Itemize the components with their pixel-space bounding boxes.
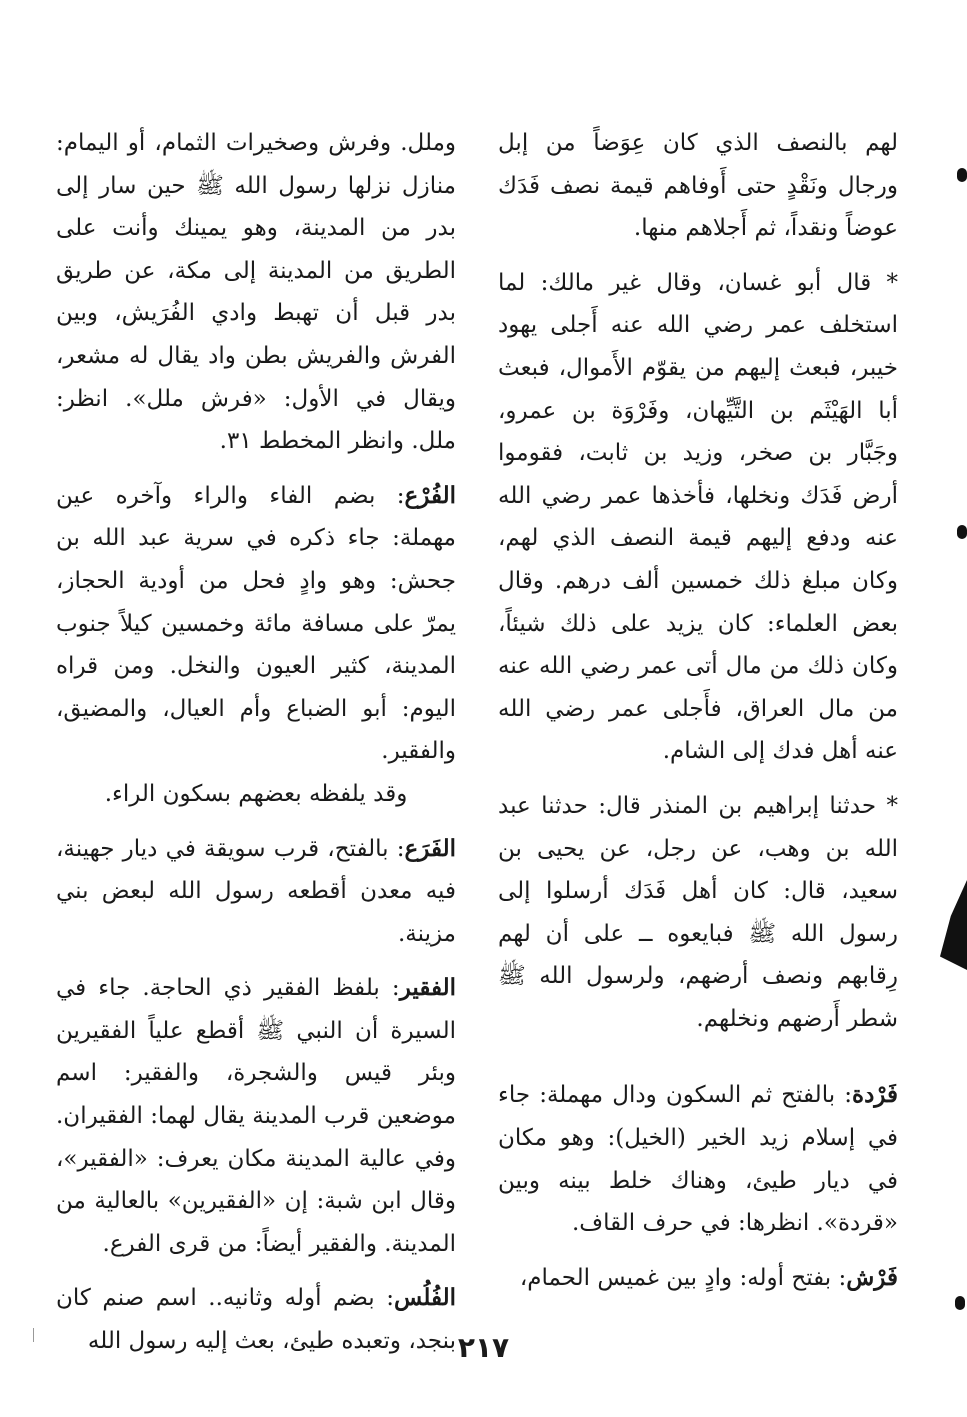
paragraph: * قال أبو غسان، وقال غير مالك: لما استخلف عمر رضي الله عنه أَجلى يهود خيبر، فبعث إليهم من يقوّم الأَموال، فبعث أبا الهَيْثَم بن التَّيِّهان، وفَرْوَة بن عمرو، وجَبَّار بن صخر، وزيد بن ثابت، فقوموا أرض فَدَك ونخلها، فأخذها عمر رضي الله عنه ودفع إليهم قيمة النصف الذي لهم، وكان مبلغ ذلك خمسين ألف درهم. وقال بعض العلماء: كان يزيد على ذلك شيئاً، وكان ذلك من مال أتى عمر رضي الله عنه من مال العراق، فأَجلى عمر رضي الله عنه أهل فدك إلى الشام.: [498, 269, 898, 765]
entry-alfaqir: الفقير: بلفظ الفقير ذي الحاجة. جاء في السيرة أن النبي ﷺ أقطع علياً الفقيرين وبئر قيس والشجرة، والفقير: اسم موضعين قرب المدينة يقال لهما: الفقيران. وفي عالية المدينة مكان يعرف: «الفقير»، وقال ابن شبة: إن «الفقيرين» بالعالية من المدينة. والفقير أيضاً: من قرى الفرع.: [56, 974, 456, 1257]
margin-mark: [957, 168, 967, 182]
entry-fardah: فَرْدة: بالفتح ثم السكون ودال مهملة: جاء في إسلام زيد الخير (الخيل): وهو مكان في ديار طيئ، وهناك خلط بينه وبين «قردة». انظرها: في حرف القاف.: [498, 1081, 898, 1237]
margin-mark: [940, 880, 967, 970]
paragraph: وملل. وفرش وصخيرات الثمام، أو اليمام: منازل نزلها رسول الله ﷺ حين سار إلى بدر من المدينة، وهو يمينك وأنت على الطريق من المدينة إلى مكة، عن طريق بدر قبل أن تهبط وادي الفُرَيش، وبين الفرش والفريش بطن واد يقال له مشعر، ويقال في الأول: «فرش ملل». انظر: ملل. وانظر المخطط ٣١.: [56, 130, 456, 455]
entry-term: فَرْش: [846, 1263, 898, 1291]
paragraph: لهم بالنصف الذي كان عِوَضاً من إبل ورجال ونَقْدٍ حتى أَوفاهم قيمة نصف فَدَك عوضاً ونقداً، ثم أَجلاهم منها.: [498, 130, 898, 242]
margin-mark: [957, 525, 967, 539]
entry-farsh: فَرْش: بفتح أوله: وادٍ بين غميس الحمام،: [519, 1263, 898, 1291]
note-line: وقد يلفظه بعضهم بسكون الراء.: [104, 780, 408, 807]
margin-mark: [955, 1296, 965, 1310]
entry-alfur: الفُرْع: بضم الفاء والراء وآخره عين مهملة: جاء ذكره في سرية عبد الله بن جحش: وهو وادٍ فحل من أودية الحجاز، يمرّ على مسافة مائة وخمسين كيلاً جنوب المدينة، كثير العيون والنخل. ومن قراه اليوم: أبو الضباع وأم العيال، والمضيق، والفقير.: [56, 481, 456, 765]
entry-term: فَرْدة: [852, 1081, 898, 1109]
entry-alfuls: الفُلُس: بضم أوله وثانيه.. اسم صنم كان بنجد، وتعبده طيئ، بعث إليه رسول الله: [56, 1284, 456, 1355]
margin-tick: [33, 1328, 34, 1342]
entry-term: الفُرْع: [404, 481, 456, 509]
right-column: [498, 122, 898, 1299]
entry-alfara: الفَرَع: بالفتح، قرب سويقة في ديار جهينة، فيه معدن أقطعه رسول الله لبعض بني مزينة.: [56, 834, 456, 947]
entry-term: الفقير: [399, 974, 456, 1002]
paragraph: * حدثنا إبراهيم بن المنذر قال: حدثنا عبد الله بن وهب، عن رجل، عن يحيى بن سعيد، قال: كان أهل فَدَك أرسلوا إلى رسول الله ﷺ فبايعوه ــ على أن لهم رِقابهم ونصف أرضهم، ولرسول الله ﷺ شطر أَرضهم ونخلهم.: [498, 792, 898, 1032]
page-number: ٢١٧: [457, 1331, 510, 1364]
entry-term: الفَرَع: [404, 834, 456, 862]
entry-term: الفُلُس: [394, 1284, 456, 1312]
left-column: [56, 122, 456, 1363]
